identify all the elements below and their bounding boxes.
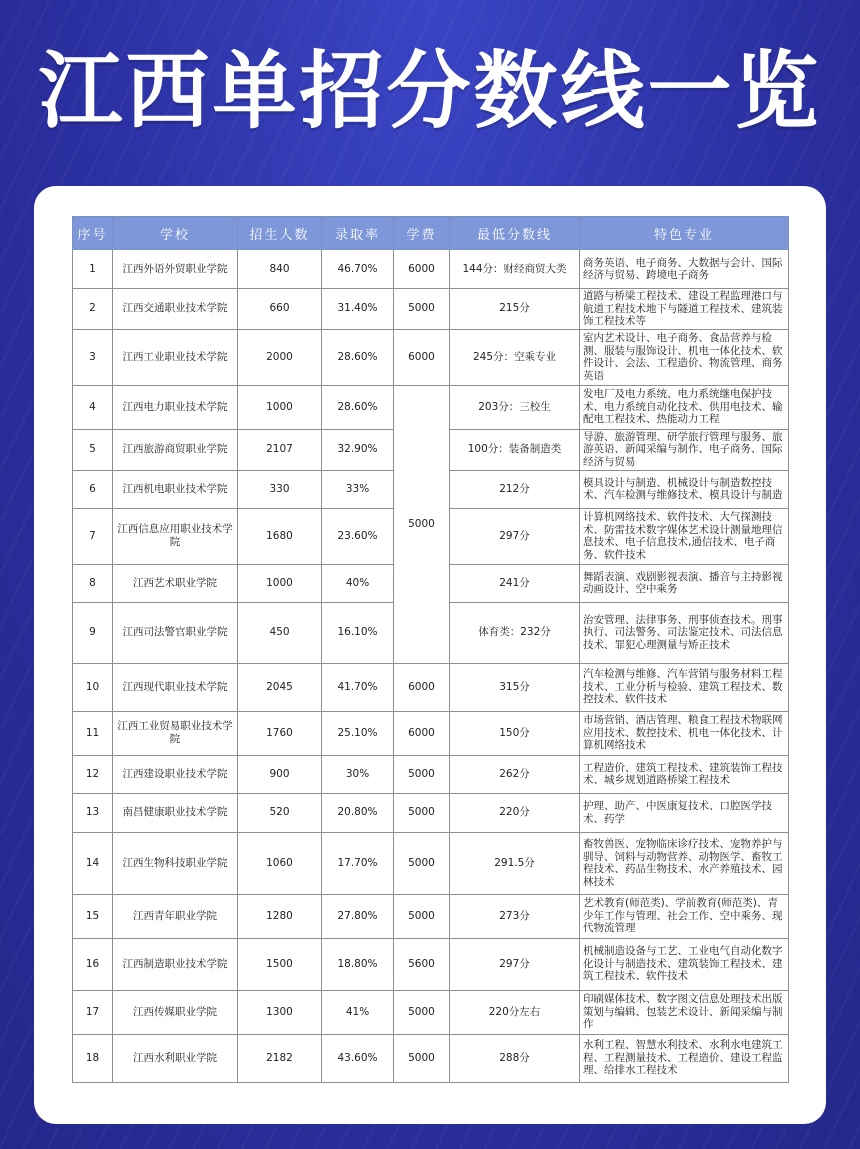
cell-rate: 41.70% xyxy=(322,663,394,711)
table-row xyxy=(73,990,789,1034)
cell-no: 9 xyxy=(73,602,113,663)
cell-spec: 发电厂及电力系统、电力系统继电保护技术、电力系统自动化技术、供用电技术、输配电工程技术、热能动力工程 xyxy=(580,385,789,429)
cell-enroll: 450 xyxy=(238,602,322,663)
cell-score: 315分 xyxy=(450,663,580,711)
table-row xyxy=(73,663,789,711)
cell-enroll: 1000 xyxy=(238,385,322,429)
cell-no: 14 xyxy=(73,832,113,894)
header-fee: 学费 xyxy=(394,217,450,250)
cell-no: 4 xyxy=(73,385,113,429)
cell-rate: 46.70% xyxy=(322,250,394,289)
table-row xyxy=(73,329,789,385)
cell-enroll: 2000 xyxy=(238,329,322,385)
cell-enroll: 520 xyxy=(238,793,322,832)
cell-score: 291.5分 xyxy=(450,832,580,894)
cell-spec: 护理、助产、中医康复技术、口腔医学技术、药学 xyxy=(580,793,789,832)
table-row xyxy=(73,289,789,330)
score-table xyxy=(72,216,789,1083)
cell-score: 297分 xyxy=(450,508,580,564)
cell-score: 212分 xyxy=(450,470,580,508)
cell-score: 262分 xyxy=(450,755,580,793)
cell-fee: 6000 xyxy=(394,329,450,385)
cell-rate: 27.80% xyxy=(322,894,394,938)
cell-spec: 汽车检测与维修、汽车营销与服务材料工程技术、工业分析与检验、建筑工程技术、数控技术、软件技术 xyxy=(580,663,789,711)
cell-school: 江西传媒职业学院 xyxy=(113,990,238,1034)
table-header-row xyxy=(73,217,789,250)
cell-no: 13 xyxy=(73,793,113,832)
cell-rate: 33% xyxy=(322,470,394,508)
cell-school: 江西旅游商贸职业学院 xyxy=(113,429,238,470)
cell-school: 江西建设职业技术学院 xyxy=(113,755,238,793)
cell-school: 江西工业贸易职业技术学院 xyxy=(113,711,238,755)
cell-spec: 印刷媒体技术、数字图文信息处理技术出版策划与编辑、包装艺术设计、新闻采编与制作 xyxy=(580,990,789,1034)
cell-spec: 商务英语、电子商务、大数据与会计、国际经济与贸易、跨境电子商务 xyxy=(580,250,789,289)
cell-rate: 41% xyxy=(322,990,394,1034)
table-row xyxy=(73,1034,789,1082)
cell-fee-merged: 5000 xyxy=(394,385,450,663)
cell-no: 10 xyxy=(73,663,113,711)
cell-no: 3 xyxy=(73,329,113,385)
table-row xyxy=(73,385,789,429)
cell-school: 江西信息应用职业技术学院 xyxy=(113,508,238,564)
cell-no: 18 xyxy=(73,1034,113,1082)
cell-school: 江西外语外贸职业学院 xyxy=(113,250,238,289)
cell-school: 江西机电职业技术学院 xyxy=(113,470,238,508)
table-row xyxy=(73,938,789,990)
cell-school: 江西电力职业技术学院 xyxy=(113,385,238,429)
cell-fee: 5000 xyxy=(394,894,450,938)
cell-enroll: 2045 xyxy=(238,663,322,711)
cell-no: 1 xyxy=(73,250,113,289)
cell-school: 江西水利职业学院 xyxy=(113,1034,238,1082)
cell-rate: 28.60% xyxy=(322,385,394,429)
cell-fee: 6000 xyxy=(394,711,450,755)
cell-enroll: 660 xyxy=(238,289,322,330)
cell-enroll: 2107 xyxy=(238,429,322,470)
header-rate: 录取率 xyxy=(322,217,394,250)
cell-no: 16 xyxy=(73,938,113,990)
cell-school: 江西工业职业技术学院 xyxy=(113,329,238,385)
cell-no: 7 xyxy=(73,508,113,564)
cell-score: 215分 xyxy=(450,289,580,330)
cell-spec: 市场营销、酒店管理、粮食工程技术物联网应用技术、数控技术、机电一体化技术、计算机网络技术 xyxy=(580,711,789,755)
table-row xyxy=(73,250,789,289)
cell-rate: 17.70% xyxy=(322,832,394,894)
cell-spec: 艺术教育(师范类)、学前教育(师范类)、青少年工作与管理、社会工作、空中乘务、现代物流管理 xyxy=(580,894,789,938)
cell-score: 144分：财经商贸大类 xyxy=(450,250,580,289)
cell-fee: 5000 xyxy=(394,1034,450,1082)
cell-rate: 25.10% xyxy=(322,711,394,755)
cell-score: 203分：三校生 xyxy=(450,385,580,429)
cell-spec: 计算机网络技术、软件技术、大气探测技术、防雷技术数字媒体艺术设计测量地理信息技术、电子信息技术,通信技术、电子商务、软件技术 xyxy=(580,508,789,564)
cell-school: 江西制造职业技术学院 xyxy=(113,938,238,990)
cell-school: 江西司法警官职业学院 xyxy=(113,602,238,663)
cell-score: 288分 xyxy=(450,1034,580,1082)
cell-no: 12 xyxy=(73,755,113,793)
cell-enroll: 2182 xyxy=(238,1034,322,1082)
cell-school: 江西艺术职业学院 xyxy=(113,564,238,602)
cell-spec: 室内艺术设计、电子商务、食品营养与检测、服装与服饰设计、机电一体化技术、软件设计、会法、工程造价、物流管理、商务英语 xyxy=(580,329,789,385)
cell-spec: 舞蹈表演、戏剧影视表演、播音与主持影视动画设计、空中乘务 xyxy=(580,564,789,602)
cell-fee: 5000 xyxy=(394,793,450,832)
cell-enroll: 840 xyxy=(238,250,322,289)
cell-spec: 治安管理、法律事务、刑事侦查技术。刑事执行、司法警务、司法鉴定技术、司法信息技术、罪犯心理测量与矫正技术 xyxy=(580,602,789,663)
cell-spec: 工程造价、建筑工程技术、建筑装饰工程技术、城乡规划道路桥梁工程技术 xyxy=(580,755,789,793)
cell-enroll: 1280 xyxy=(238,894,322,938)
cell-no: 6 xyxy=(73,470,113,508)
cell-no: 8 xyxy=(73,564,113,602)
cell-rate: 31.40% xyxy=(322,289,394,330)
cell-score: 100分：装备制造类 xyxy=(450,429,580,470)
cell-school: 江西生物科技职业学院 xyxy=(113,832,238,894)
cell-no: 15 xyxy=(73,894,113,938)
cell-rate: 28.60% xyxy=(322,329,394,385)
cell-score: 150分 xyxy=(450,711,580,755)
cell-no: 17 xyxy=(73,990,113,1034)
header-enroll: 招生人数 xyxy=(238,217,322,250)
table-row xyxy=(73,793,789,832)
cell-rate: 20.80% xyxy=(322,793,394,832)
cell-enroll: 1060 xyxy=(238,832,322,894)
cell-score: 273分 xyxy=(450,894,580,938)
cell-spec: 水利工程、智慧水利技术、水利水电建筑工程、工程测量技术、工程造价、建设工程监理、给排水工程技术 xyxy=(580,1034,789,1082)
cell-enroll: 1000 xyxy=(238,564,322,602)
cell-score: 297分 xyxy=(450,938,580,990)
cell-spec: 模具设计与制造、机械设计与制造数控技术、汽车检测与维修技术、模具设计与制造 xyxy=(580,470,789,508)
cell-score: 220分 xyxy=(450,793,580,832)
cell-rate: 43.60% xyxy=(322,1034,394,1082)
cell-enroll: 1300 xyxy=(238,990,322,1034)
cell-fee: 5000 xyxy=(394,289,450,330)
cell-enroll: 1680 xyxy=(238,508,322,564)
cell-spec: 道路与桥梁工程技术、建设工程监理港口与航道工程技术地下与隧道工程技术、建筑装饰工程技术等 xyxy=(580,289,789,330)
table-row xyxy=(73,755,789,793)
cell-enroll: 1500 xyxy=(238,938,322,990)
page-title: 江西单招分数线一览 xyxy=(38,42,822,140)
cell-enroll: 900 xyxy=(238,755,322,793)
cell-score: 245分：空乘专业 xyxy=(450,329,580,385)
cell-rate: 40% xyxy=(322,564,394,602)
cell-no: 11 xyxy=(73,711,113,755)
cell-school: 江西青年职业学院 xyxy=(113,894,238,938)
header-school: 学校 xyxy=(113,217,238,250)
cell-fee: 6000 xyxy=(394,250,450,289)
cell-spec: 畜牧兽医、宠物临床诊疗技术、宠物养护与驯导、饲料与动物营养、动物医学、畜牧工程技术、药品生物技术、水产养殖技术、园林技术 xyxy=(580,832,789,894)
cell-fee: 5000 xyxy=(394,755,450,793)
cell-score: 241分 xyxy=(450,564,580,602)
table-card xyxy=(34,186,826,1124)
cell-school: 江西现代职业技术学院 xyxy=(113,663,238,711)
cell-rate: 16.10% xyxy=(322,602,394,663)
cell-fee: 5000 xyxy=(394,832,450,894)
header-spec: 特色专业 xyxy=(580,217,789,250)
cell-score: 220分左右 xyxy=(450,990,580,1034)
cell-fee: 5600 xyxy=(394,938,450,990)
header-no: 序号 xyxy=(73,217,113,250)
table-row xyxy=(73,894,789,938)
cell-fee: 5000 xyxy=(394,990,450,1034)
cell-no: 5 xyxy=(73,429,113,470)
cell-spec: 导游、旅游管理、研学旅行管理与服务、旅游英语、新闻采编与制作、电子商务、国际经济与贸易 xyxy=(580,429,789,470)
header-score: 最低分数线 xyxy=(450,217,580,250)
table-row xyxy=(73,711,789,755)
cell-no: 2 xyxy=(73,289,113,330)
cell-enroll: 1760 xyxy=(238,711,322,755)
cell-school: 江西交通职业技术学院 xyxy=(113,289,238,330)
cell-rate: 23.60% xyxy=(322,508,394,564)
cell-rate: 18.80% xyxy=(322,938,394,990)
table-row xyxy=(73,832,789,894)
cell-score: 体育类：232分 xyxy=(450,602,580,663)
cell-enroll: 330 xyxy=(238,470,322,508)
cell-rate: 32.90% xyxy=(322,429,394,470)
cell-fee: 6000 xyxy=(394,663,450,711)
cell-spec: 机械制造设备与工艺、工业电气自动化数字化设计与制造技术、建筑装饰工程技术、建筑工程技术、软件技术 xyxy=(580,938,789,990)
cell-rate: 30% xyxy=(322,755,394,793)
cell-school: 南昌健康职业技术学院 xyxy=(113,793,238,832)
